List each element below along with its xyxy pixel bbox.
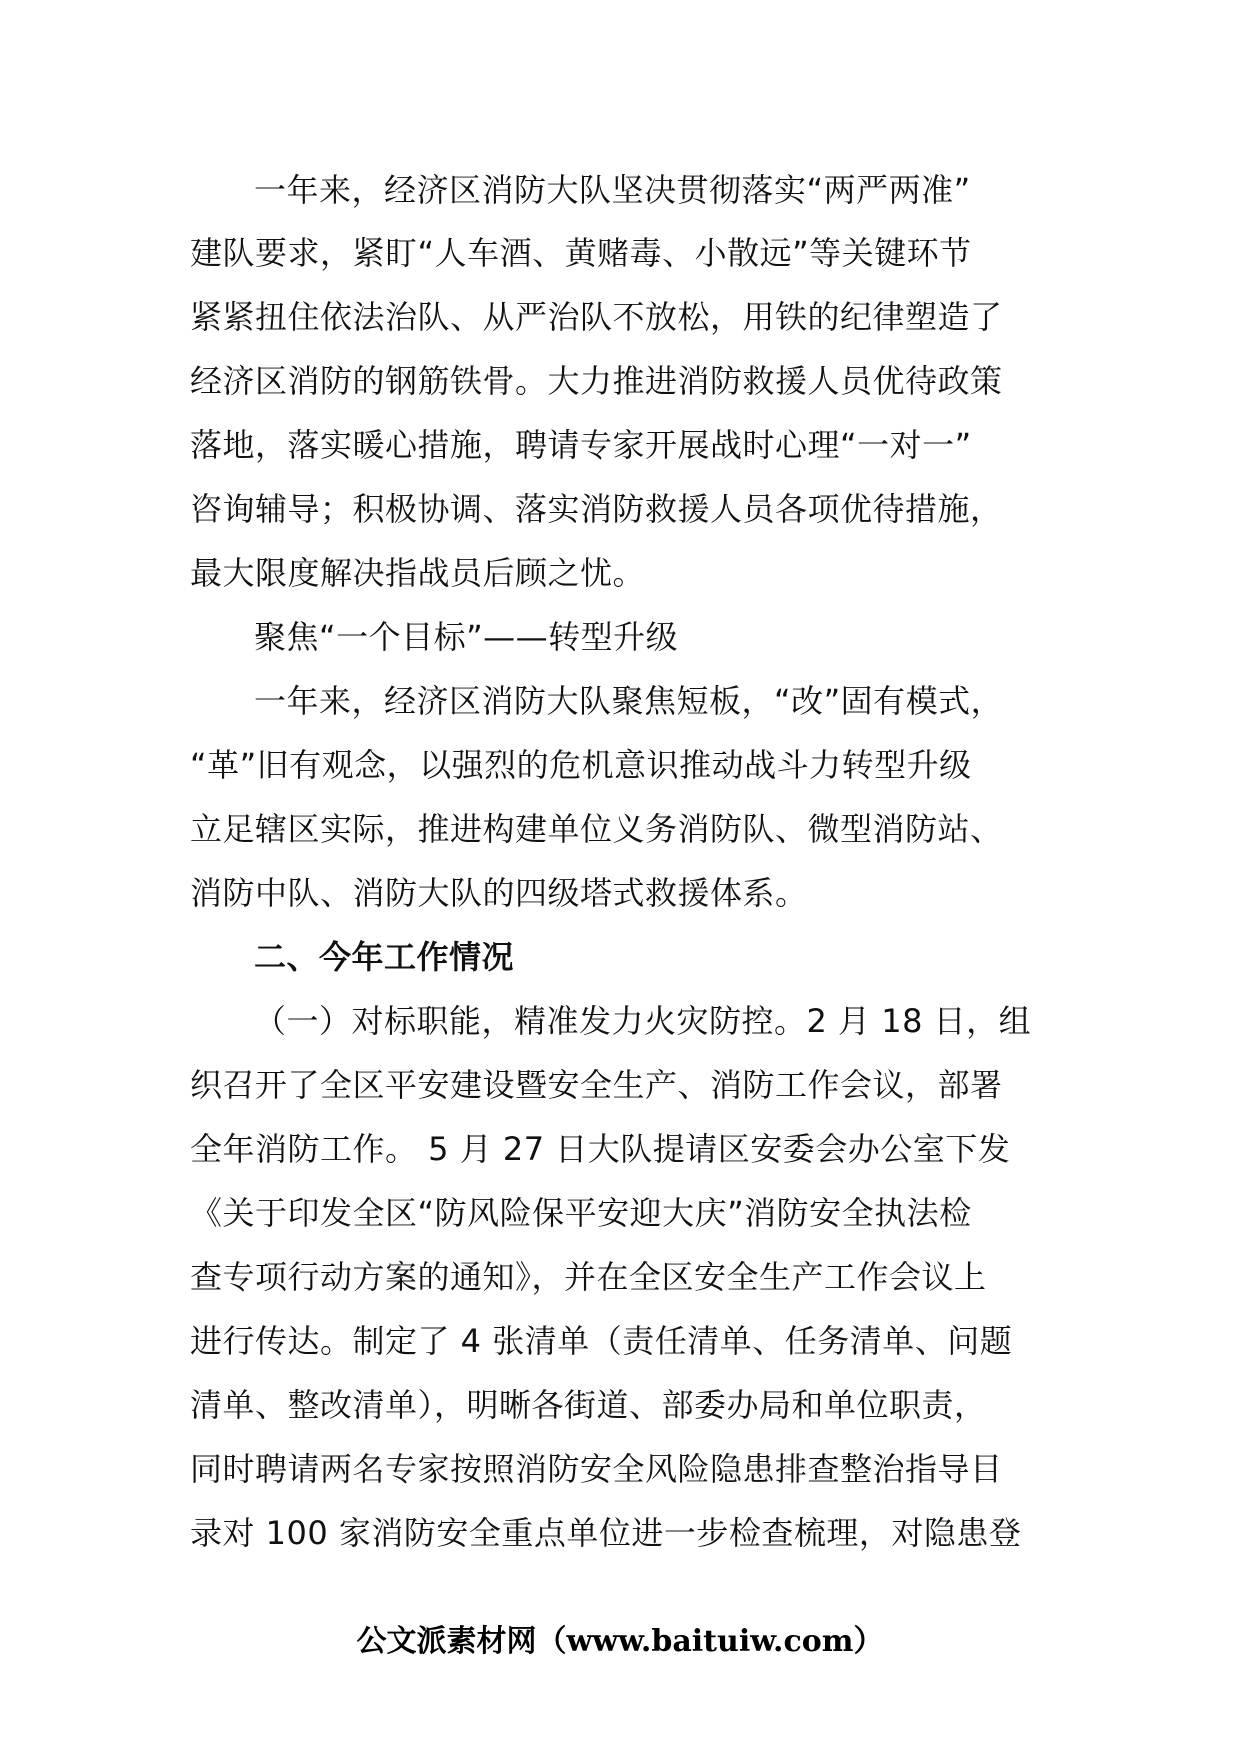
paragraph-line: 一年来，经济区消防大队聚焦短板，“改”固有模式， [254,682,1004,720]
paragraph-line: 最大限度解决指战员后顾之忧。 [190,554,646,592]
paragraph-line: 经济区消防的钢筋铁骨。大力推进消防救援人员优待政策 [190,362,1003,400]
paragraph-line: 织召开了全区平安建设暨安全生产、消防工作会议，部署 [190,1066,1003,1104]
paragraph-line: 一年来，经济区消防大队坚决贯彻落实“两严两准” [254,171,971,209]
paragraph-line: 咨询辅导；积极协调、落实消防救援人员各项优待措施， [190,490,1003,528]
footer-source: 公文派素材网（www.baituiw.com） [356,1624,884,1659]
paragraph-line: 清单、整改清单），明晰各街道、部委办局和单位职责， [190,1386,987,1424]
paragraph-line: 《关于印发全区“防风险保平安迎大庆”消防安全执法检 [190,1194,972,1232]
paragraph-line: 录对 100 家消防安全重点单位进一步检查梳理，对隐患登 [190,1514,1022,1552]
paragraph-line: （一）对标职能，精准发力火灾防控。2 月 18 日，组 [254,1002,1032,1040]
paragraph-line: 同时聘请两名专家按照消防安全风险隐患排查整治指导目 [190,1450,1003,1488]
paragraph-line: 全年消防工作。 5 月 27 日大队提请区安委会办公室下发 [190,1130,1011,1168]
paragraph-line: 紧紧扭住依法治队、从严治队不放松，用铁的纪律塑造了 [190,298,1003,336]
paragraph-line: 建队要求，紧盯“人车酒、黄赌毒、小散远”等关键环节 [190,234,972,272]
paragraph-line: 查专项行动方案的通知》，并在全区安全生产工作会议上 [190,1258,987,1296]
paragraph-line: “革”旧有观念，以强烈的危机意识推动战斗力转型升级 [190,746,972,784]
section-subtitle: 聚焦“一个目标”——转型升级 [254,618,679,656]
section-heading: 二、今年工作情况 [254,938,515,976]
paragraph-line: 进行传达。制定了 4 张清单（责任清单、任务清单、问题 [190,1322,1013,1360]
paragraph-line: 落地，落实暖心措施，聘请专家开展战时心理“一对一” [190,426,972,464]
paragraph-line: 立足辖区实际，推进构建单位义务消防队、微型消防站、 [190,810,1003,848]
paragraph-line: 消防中队、消防大队的四级塔式救援体系。 [190,874,808,912]
